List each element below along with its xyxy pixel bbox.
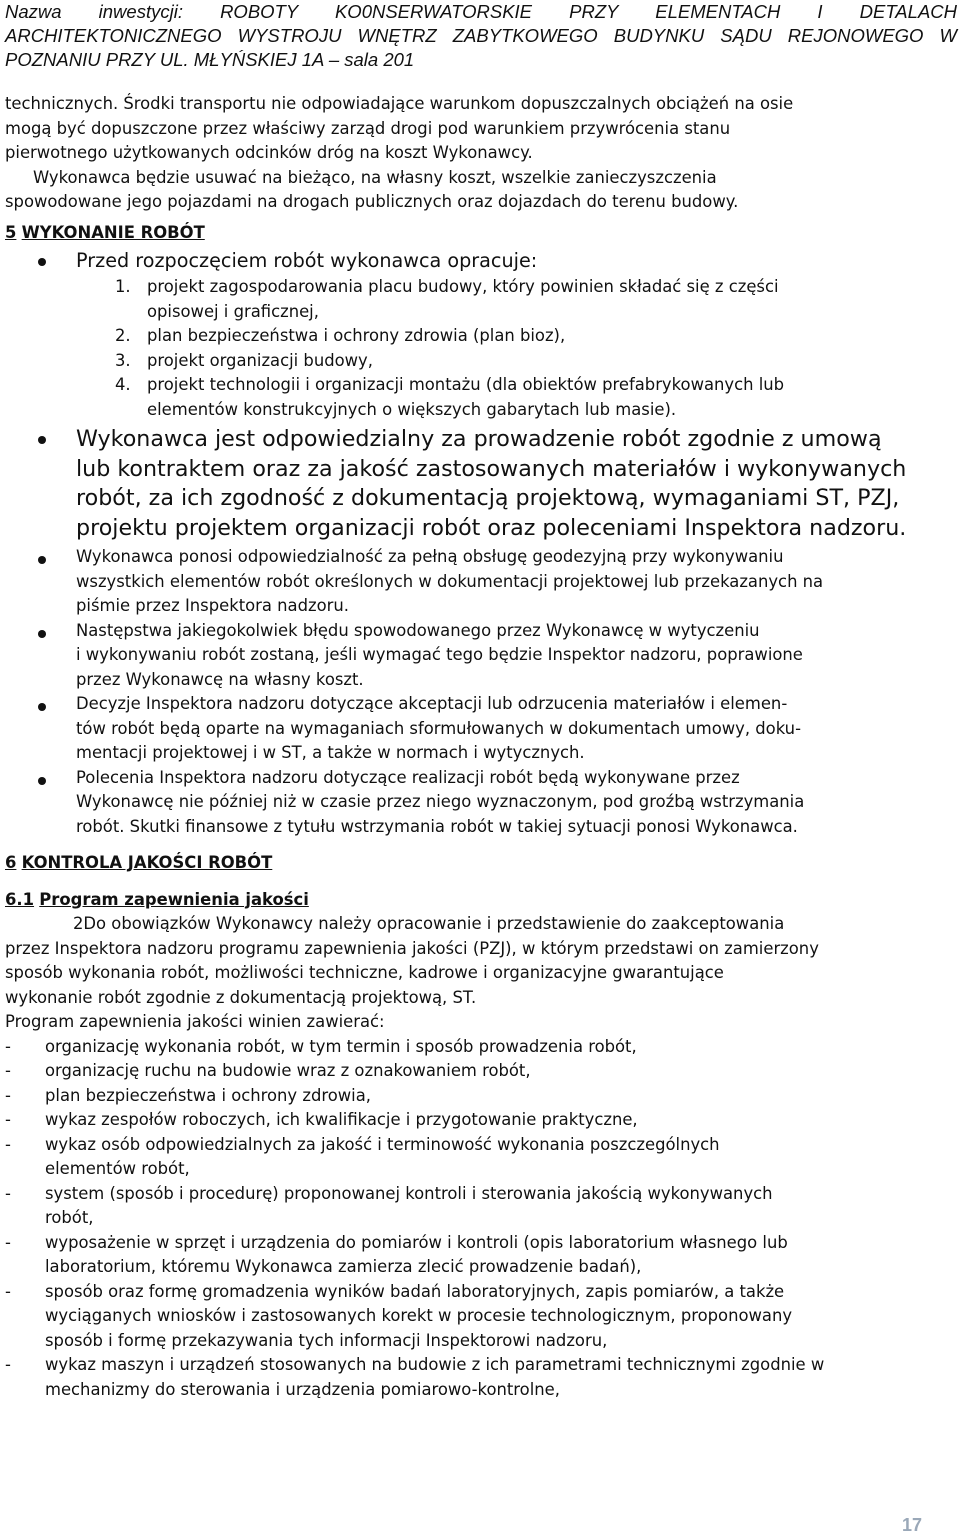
bullet-item-large [5,425,955,543]
header-line-2: ARCHITEKTONICZNEGO WYSTROJU WNĘTRZ ZABYTKOWEGO BUDYNKU SĄDU REJONOWEGO W [5,25,957,46]
list-item-line: system (sposób i procedurę) proponowanej kontroli i sterowania jakością wykonywanych [45,1183,773,1203]
dash-marker: - [5,1110,11,1129]
item-line: plan bezpieczeństwa i ochrony zdrowia (plan bioz), [147,326,566,345]
dash-marker: - [5,1061,11,1080]
bullet-line: robót, za ich zgodność z dokumentacją projektową, wymaganiami ST, PZJ, [76,485,900,511]
document-header [5,0,957,72]
bullet-item [5,619,955,693]
list-item-line: mechanizmy do sterowania i urządzenia pomiarowo-kontrolne, [45,1379,560,1399]
document-body [5,92,955,1402]
bullet-icon [38,556,46,564]
dash-marker: - [5,1183,11,1203]
list-item [5,1182,955,1231]
numbered-item [5,324,955,349]
bullet-line: piśmie przez Inspektora nadzoru. [76,596,349,615]
bullet-icon [38,703,46,711]
bullet-line: Następstwa jakiegokolwiek błędu spowodowanego przez Wykonawcę w wytyczeniu [76,620,760,640]
item-line: opisowej i graficznej, [147,301,319,321]
list-item-line: elementów robót, [45,1159,190,1178]
list-item-line: robót, [45,1208,94,1227]
list-item-line: organizację ruchu na budowie wraz z oznakowaniem robót, [45,1061,531,1080]
item-line: projekt technologii i organizacji montażu (dla obiektów prefabrykowanych lub [147,375,785,394]
item-number: 4. [115,375,131,394]
bullet-item [5,545,955,619]
bullet-line: Decyzje Inspektora nadzoru dotyczące akceptacji lub odrzucenia materiałów i elemen- [76,694,788,713]
page-number: 17 [901,1515,922,1535]
list-item [5,1280,955,1354]
bullet-line: wszystkich elementów robót określonych w dokumentacji projektowej lub przekazanych na [76,571,824,591]
list-item-line: laboratorium, któremu Wykonawca zamierza zlecić prowadzenie badań), [45,1257,642,1276]
para-line: przez Inspektora nadzoru programu zapewnienia jakości (PZJ), w którym przedstawi on zamierzony [5,938,819,958]
list-item [5,1133,955,1182]
dash-marker: - [5,1036,11,1056]
list-item-line: wykaz maszyn i urządzeń stosowanych na budowie z ich parametrami technicznymi zgodnie w [45,1355,825,1374]
list-item [5,1108,955,1133]
section-5-lead: Przed rozpoczęciem robót wykonawca opracuje: [76,249,538,272]
section-5-number: 5 [5,222,17,242]
intro-line: spowodowane jego pojazdami na drogach publicznych oraz dojazdach do terenu budowy. [5,192,739,211]
para-line: wykonanie robót zgodnie z dokumentacją projektową, ST. [5,987,477,1007]
list-item-line: wyposażenie w sprzęt i urządzenia do pomiarów i kontroli (opis laboratorium własnego lub [45,1232,788,1252]
item-number: 3. [115,350,131,370]
subsection-6-1-heading [5,888,955,913]
bullet-line: przez Wykonawcę na własny koszt. [76,669,364,689]
list-item-line: wykaz osób odpowiedzialnych za jakość i terminowość wykonania poszczególnych [45,1134,720,1154]
bullet-item [5,692,955,766]
bullet-icon [38,436,46,444]
intro-line: pierwotnego użytkowanych odcinków dróg na koszt Wykonawcy. [5,143,533,162]
bullet-line: mentacji projektowej i w ST, a także w normach i wytycznych. [76,743,585,762]
intro-line: Wykonawca będzie usuwać na bieżąco, na własny koszt, wszelkie zanieczyszczenia [33,167,717,187]
dash-marker: - [5,1232,11,1252]
para-line: sposób wykonania robót, możliwości techniczne, kadrowe i organizacyjne gwarantujące [5,963,724,982]
bullet-line: Wykonawca jest odpowiedzialny za prowadzenie robót zgodnie z umową [76,426,882,452]
numbered-item [5,349,955,374]
item-line: elementów konstrukcyjnych o większych gabarytach lub masie). [147,399,677,419]
bullet-icon [38,777,46,785]
list-item [5,1035,955,1060]
numbered-item [5,373,955,422]
list-item [5,1059,955,1084]
header-line-3: POZNANIU PRZY UL. MŁYŃSKIEJ 1A – sala 201 [5,49,415,70]
dash-marker: - [5,1085,11,1105]
item-number: 1. [115,277,131,296]
bullet-line: projektu projektem organizacji robót oraz poleceniami Inspektora nadzoru. [76,514,907,541]
item-line: projekt organizacji budowy, [147,350,373,370]
dash-marker: - [5,1355,11,1374]
intro-line: technicznych. Środki transportu nie odpowiadające warunkom dopuszczalnych obciążeń na osie [5,94,794,113]
bullet-line: robót. Skutki finansowe z tytułu wstrzymania robót w takiej sytuacji ponosi Wykonawca. [76,816,798,836]
section-5-title: WYKONANIE ROBÓT [21,222,205,242]
bullet-line: lub kontraktem oraz za jakość zastosowanych materiałów i wykonywanych [76,455,907,482]
para-line: 2Do obowiązków Wykonawcy należy opracowanie i przedstawienie do zaakceptowania [73,914,785,933]
bullet-line: tów robót będą oparte na wymaganiach sformułowanych w dokumentach umowy, doku- [76,718,801,738]
numbered-item [5,275,955,324]
item-number: 2. [115,326,131,345]
section-6-title: KONTROLA JAKOŚCI ROBÓT [21,853,273,872]
header-line-1: Nazwa inwestycji: ROBOTY KO0NSERWATORSKIE PRZY ELEMENTACH I DETALACH [5,1,957,22]
list-item-line: sposób i formę przekazywania tych informacji Inspektorowi nadzoru, [45,1330,608,1350]
list-item-line: wykaz zespołów roboczych, ich kwalifikacje i przygotowanie praktyczne, [45,1110,638,1129]
subsection-title: Program zapewnienia jakości [39,889,309,909]
list-item-line: wyciąganych wniosków i zastosowanych korekt w procesie technologicznym, proponowany [45,1306,793,1325]
section-6-number: 6 [5,853,17,872]
dash-marker: - [5,1134,11,1154]
list-item [5,1353,955,1402]
bullet-line: i wykonywaniu robót zostaną, jeśli wymagać tego będzie Inspektor nadzoru, poprawione [76,645,803,664]
section-6-heading [5,851,955,876]
list-item [5,1084,955,1109]
list-intro: Program zapewnienia jakości winien zawierać: [5,1012,385,1031]
bullet-line: Wykonawca ponosi odpowiedzialność za pełną obsługę geodezyjną przy wykonywaniu [76,547,784,566]
item-line: projekt zagospodarowania placu budowy, który powinien składać się z części [147,277,779,296]
section-5-heading [5,221,955,246]
dash-marker: - [5,1281,11,1301]
intro-line: mogą być dopuszczone przez właściwy zarząd drogi pod warunkiem przywrócenia stanu [5,118,731,138]
bullet-icon [38,630,46,638]
list-item [5,1231,955,1280]
bullet-icon [38,258,46,266]
list-item-line: sposób oraz formę gromadzenia wyników badań laboratoryjnych, zapis pomiarów, a także [45,1281,785,1301]
list-item-line: plan bezpieczeństwa i ochrony zdrowia, [45,1085,371,1105]
bullet-line: Polecenia Inspektora nadzoru dotyczące realizacji robót będą wykonywane przez [76,767,740,787]
bullet-line: Wykonawcę nie później niż w czasie przez niego wyznaczonym, pod groźbą wstrzymania [76,792,805,811]
subsection-number: 6.1 [5,889,35,909]
section-5-lead-item [5,247,955,275]
bullet-item [5,766,955,840]
list-item-line: organizację wykonania robót, w tym termin i sposób prowadzenia robót, [45,1036,637,1056]
